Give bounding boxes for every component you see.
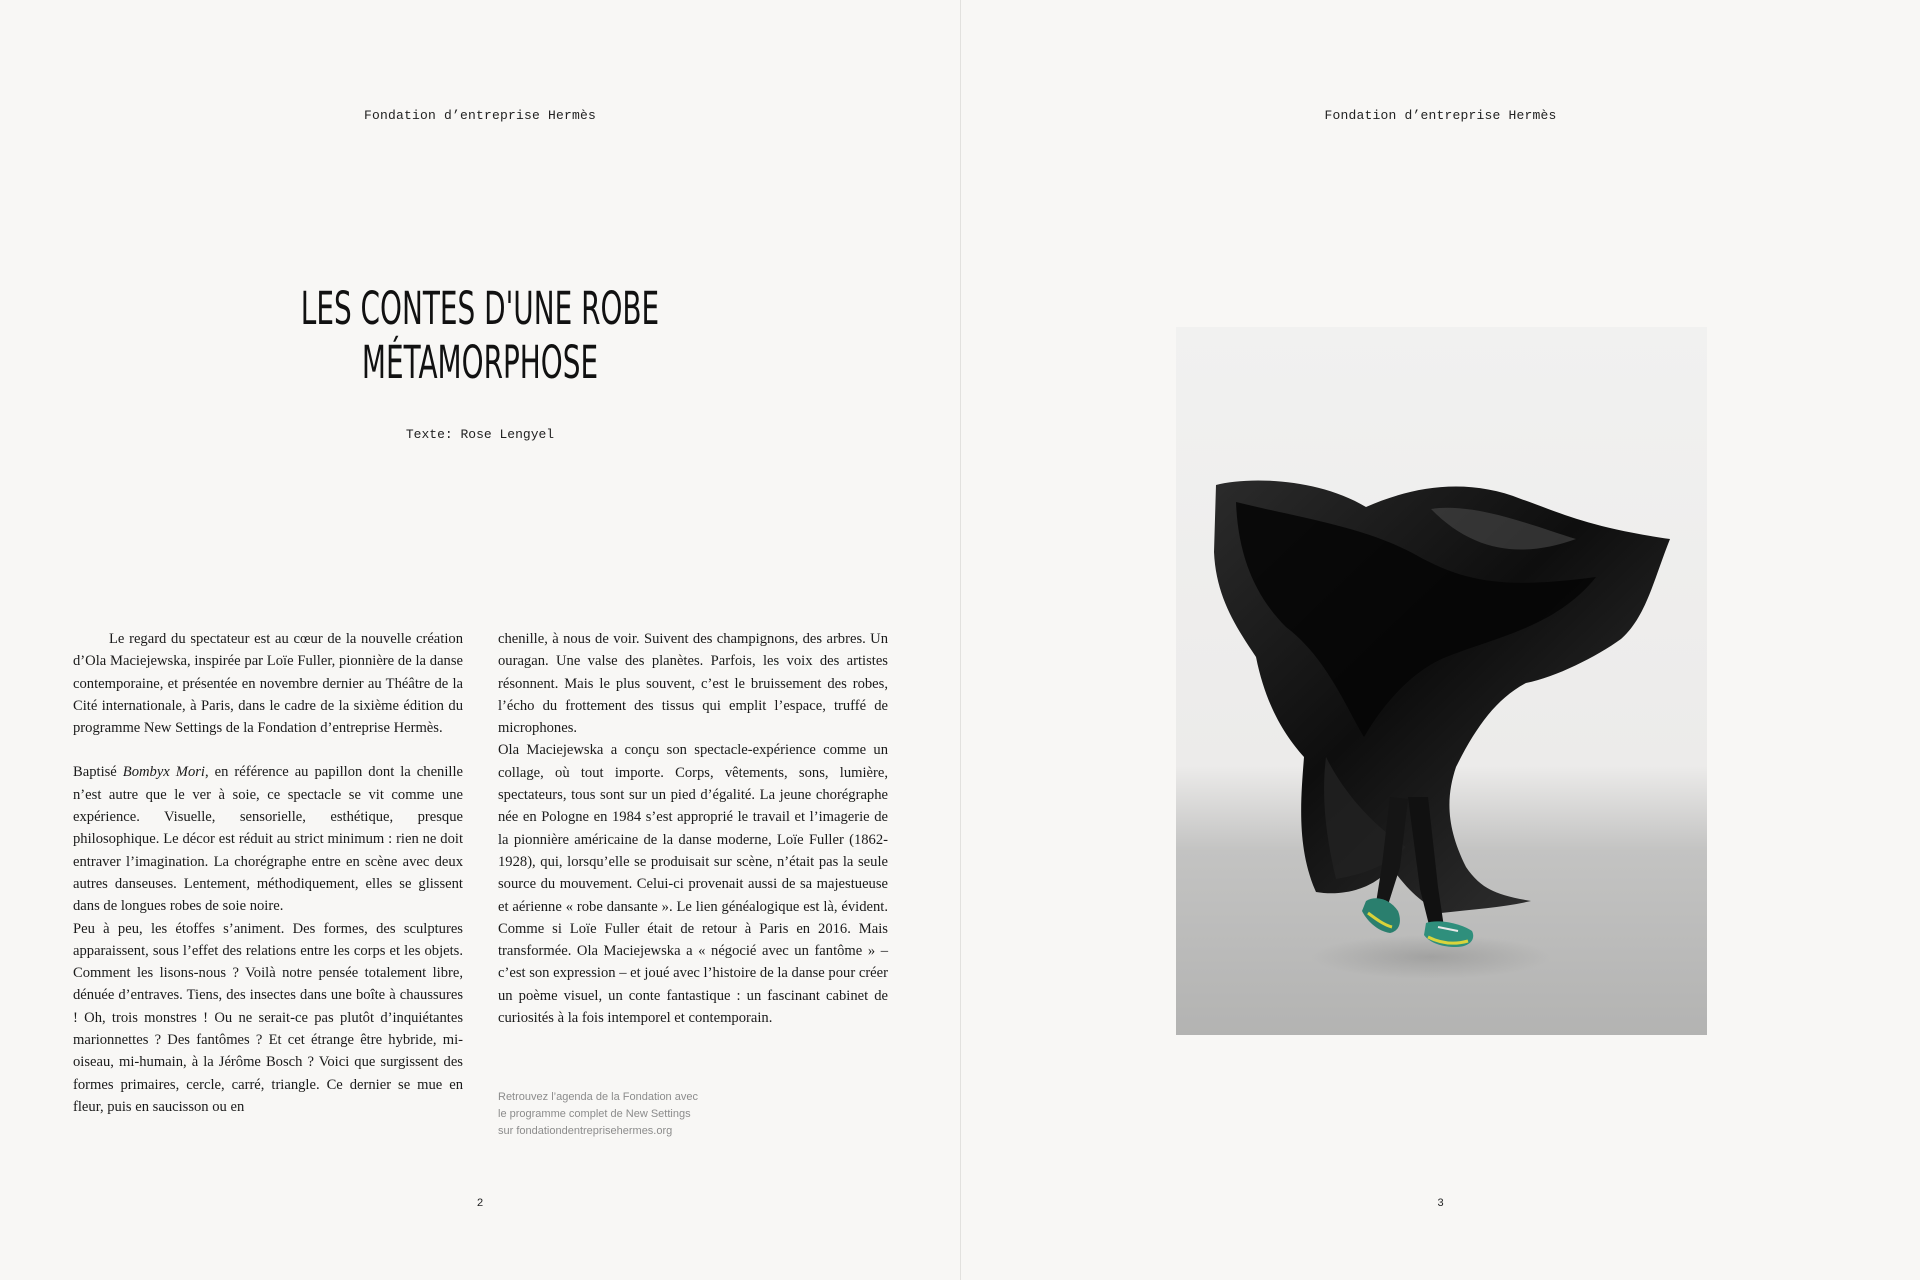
work-title: Bombyx Mori xyxy=(122,764,205,781)
text-column-1 xyxy=(73,628,463,1118)
footnote xyxy=(498,1089,758,1140)
running-head-right: Fondation d’entreprise Hermès xyxy=(1324,108,1557,123)
paragraph: Ola Maciejewska a conçu son spectacle-expérience comme un collage, où tout importe. Corps, vêtements, sons, lumière, spectateurs, tous sont sur un pied d’égalité. La jeune chorégraphe née en Pologne en 1984 s’est approprié le travail et l’imagerie de la pionnière américaine de la danse moderne, Loïe Fuller (1862-1928), qui, lorsqu’elle se produisait sur scène, n’était pas la seule source du mouvement. Celui-ci provenait aussi de sa majestueuse et aérienne « robe dansante ». Le lien généalogique est là, évident. Comme si Loïe Fuller était de retour à Paris en 2016. Mais transformée. Ola Maciejewska a « négocié avec un fantôme » – c’est son expression – et joué avec l’histoire de la danse pour créer un poème visuel, un conte fantastique : un fascinant cabinet de curiosités à la fois intemporel et contemporain. xyxy=(498,742,888,1027)
dancer-photo xyxy=(1176,327,1707,1035)
title-line-2: MÉTAMORPHOSE xyxy=(361,336,599,389)
footnote-line: le programme complet de New Settings xyxy=(498,1108,691,1120)
paragraph: Peu à peu, les étoffes s’animent. Des formes, des sculptures apparaissent, sous l’effet des relations entre les corps et les objets. Comment les lisons-nous ? Voilà notre pensée totalement libre, dénuée d’entraves. Tiens, des insectes dans une boîte à chaussures ! Oh, trois monstres ! Ou ne serait-ce pas plutôt d’inquiétantes marionnettes ? Des fantômes ? Et cet étrange être hybride, mi-oiseau, mi-humain, à la Jérôme Bosch ? Voici que surgissent des formes primaires, cercle, carré, triangle. Ce dernier se mue en fleur, puis en saucisson ou en xyxy=(73,920,463,1115)
footnote-line: Retrouvez l’agenda de la Fondation avec xyxy=(498,1091,698,1103)
dancer-illustration xyxy=(1176,327,1707,1035)
page-number-right: 3 xyxy=(1437,1198,1444,1210)
byline: Texte: Rose Lengyel xyxy=(405,427,555,442)
paragraph: Le regard du spectateur est au cœur de la nouvelle création d’Ola Maciejewska, inspirée par Loïe Fuller, pionnière de la danse contemporaine, et présentée en novembre dernier au Théâtre de la Cité internationale, à Paris, dans le cadre de la sixième édition du programme New Settings de la Fondation d’entreprise Hermès. xyxy=(73,631,463,737)
page-number-left: 2 xyxy=(476,1198,484,1210)
paragraph-text: , en référence au papillon dont la chenille n’est autre que le ver à soie, ce spectacle se vit comme une expérience. Visuelle, sensorielle, esthétique, presque philosophique. Le décor est réduit au strict minimum : rien ne doit entraver l’imagination. La chorégraphe entre en scène avec deux autres danseuses. Lentement, méthodiquement, elles se glissent dans de longues robes de soie noire. xyxy=(73,764,463,915)
text-column-2 xyxy=(498,628,888,1029)
paragraph xyxy=(73,761,463,917)
paragraph: chenille, à nous de voir. Suivent des champignons, des arbres. Un ouragan. Une valse des planètes. Parfois, les voix des artistes résonnent. Mais le plus souvent, c’est le bruissement des robes, l’écho du frottement des tissus qui emplit l’espace, truffé de microphones. xyxy=(498,631,888,737)
footnote-line: sur fondationdentreprisehermes.org xyxy=(498,1125,673,1137)
article-title xyxy=(182,282,777,390)
right-page xyxy=(961,0,1920,1280)
paragraph-text: Baptisé xyxy=(73,764,123,781)
running-head-left: Fondation d’entreprise Hermès xyxy=(363,108,597,123)
title-line-1: LES CONTES D'UNE ROBE xyxy=(300,282,660,335)
